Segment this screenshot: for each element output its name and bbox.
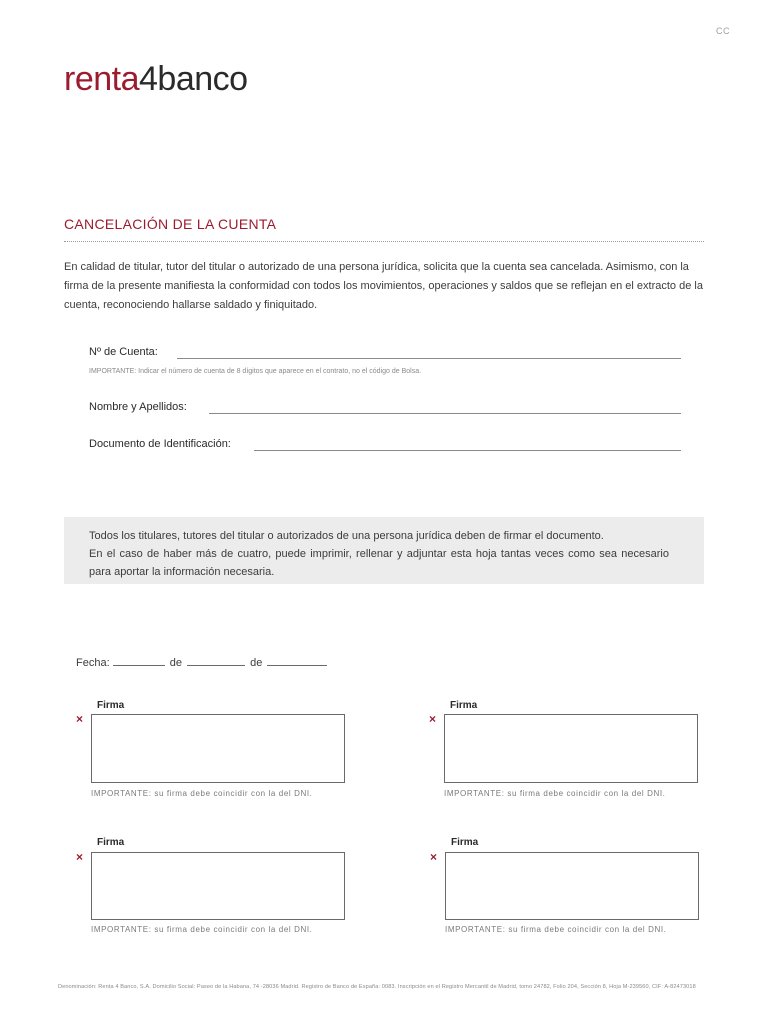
- signature-2-note: IMPORTANTE: su firma debe coincidir con la del DNI.: [444, 789, 666, 798]
- info-line-2: En el caso de haber más de cuatro, puede imprimir, rellenar y adjuntar esta hoja tantas veces como sea necesario para aportar la información necesaria.: [89, 548, 669, 578]
- account-number-label: Nº de Cuenta:: [89, 346, 158, 358]
- signature-1-label: Firma: [97, 700, 125, 711]
- signature-3-box[interactable]: [91, 852, 345, 920]
- renta4banco-logo: [64, 62, 248, 96]
- signature-4-box[interactable]: [445, 852, 699, 920]
- signature-2-label: Firma: [450, 700, 478, 711]
- signature-1-x-icon: ×: [76, 712, 84, 726]
- account-number-note: IMPORTANTE: Indicar el número de cuenta de 8 dígitos que aparece en el contrato, no el código de Bolsa.: [89, 368, 422, 375]
- date-separator-1: de: [169, 657, 183, 669]
- id-document-label: Documento de Identificación:: [89, 438, 231, 450]
- signature-3-label: Firma: [97, 837, 125, 848]
- signature-4-note: IMPORTANTE: su firma debe coincidir con la del DNI.: [445, 925, 667, 934]
- date-year-field[interactable]: [267, 655, 327, 666]
- account-number-field[interactable]: [177, 358, 681, 359]
- title-divider: [64, 241, 704, 242]
- signature-1-box[interactable]: [91, 714, 345, 783]
- id-document-field[interactable]: [254, 450, 681, 451]
- signature-1-note: IMPORTANTE: su firma debe coincidir con la del DNI.: [91, 789, 313, 798]
- signature-3-note: IMPORTANTE: su firma debe coincidir con la del DNI.: [91, 925, 313, 934]
- info-text: [89, 527, 669, 581]
- date-row: [76, 655, 327, 669]
- date-label: Fecha:: [76, 657, 110, 669]
- intro-paragraph: En calidad de titular, tutor del titular o autorizado de una persona jurídica, solicita que la cuenta sea cancelada. Asimismo, con la firma de la presente manifiesta la conformidad con todos los movimientos, operaciones y saldos que se reflejan en el extracto de la cuenta, reconociendo hallarse saldado y finiquitado.: [64, 261, 703, 311]
- signature-2-x-icon: ×: [429, 712, 437, 726]
- full-name-field[interactable]: [209, 413, 681, 414]
- section-title: CANCELACIÓN DE LA CUENTA: [64, 216, 277, 232]
- info-line-1: Todos los titulares, tutores del titular o autorizados de una persona jurídica deben de firmar el documento.: [89, 530, 604, 542]
- document-code: CC: [716, 26, 730, 36]
- signature-2-box[interactable]: [444, 714, 698, 783]
- signature-3-x-icon: ×: [76, 850, 84, 864]
- full-name-label: Nombre y Apellidos:: [89, 401, 187, 413]
- logo-text-banco: banco: [157, 60, 248, 98]
- date-separator-2: de: [250, 657, 263, 669]
- signature-4-label: Firma: [451, 837, 479, 848]
- footer-legal-text: Denominación: Renta 4 Banco, S.A. Domicilio Social: Paseo de la Habana, 74 -28036 Madrid. Registro de Banco de España: 0083. Inscripción en el Registro Mercantil de Madrid, tomo 24782, Folio 204, Sección 8, Hoja M-239560, CIF: A-82473018: [58, 984, 696, 990]
- logo-text-4: 4: [139, 60, 158, 98]
- date-month-field[interactable]: [187, 655, 245, 666]
- logo-text-renta: renta: [64, 60, 139, 98]
- signature-4-x-icon: ×: [430, 850, 438, 864]
- date-day-field[interactable]: [113, 655, 165, 666]
